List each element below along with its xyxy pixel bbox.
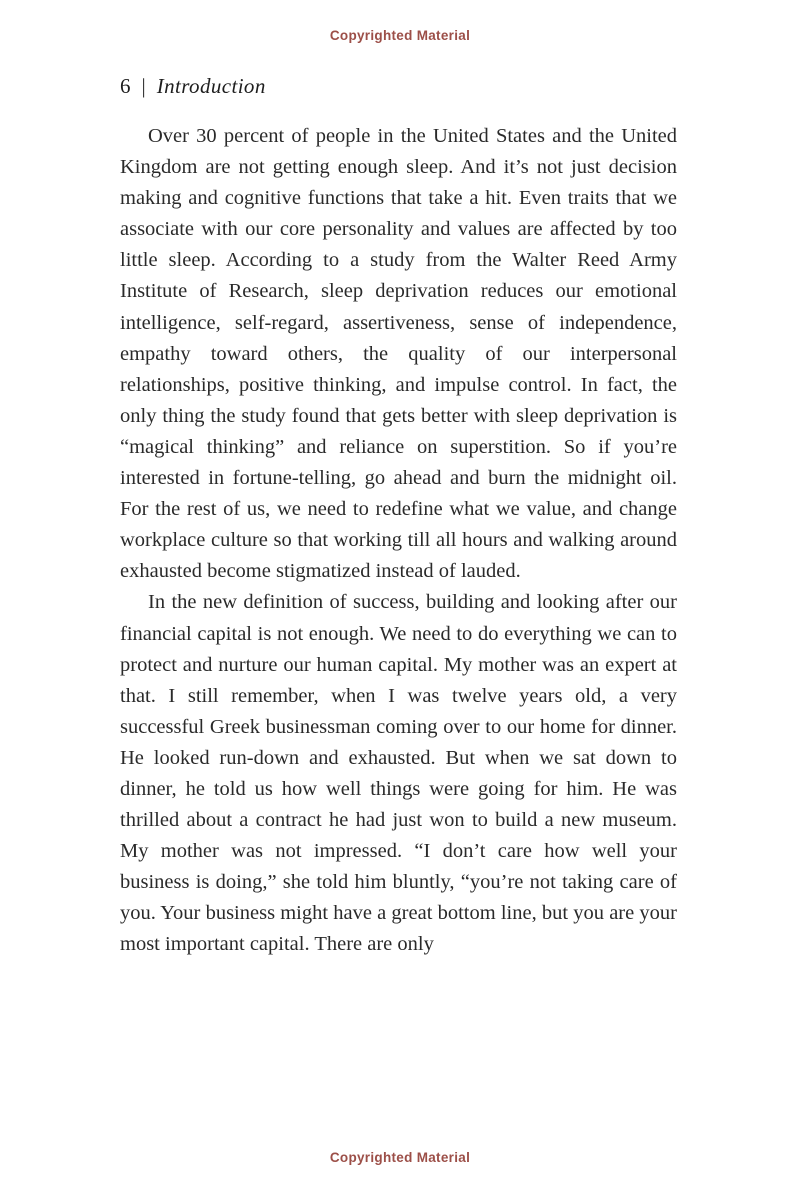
page-header: [120, 74, 266, 99]
header-separator: |: [141, 74, 146, 98]
copyright-notice-top: Copyrighted Material: [329, 28, 471, 43]
chapter-title: Introduction: [156, 74, 266, 98]
page-number: 6: [120, 74, 131, 98]
paragraph: In the new definition of success, building and looking after our financial capital is not enough. We need to do everything we can to protect and nurture our human capital. My mother was an expert at that. I still remember, when I was twelve years old, a very successful Greek businessman coming over to our home for dinner. He looked run-down and exhausted. But when we sat down to dinner, he told us how well things were going for him. He was thrilled about a contract he had just won to build a new museum. My mother was not impressed. “I don’t care how well your business is doing,” she told him bluntly, “you’re not taking care of you. Your business might have a great bottom line, but you are your most important capital. There are only: [120, 591, 677, 956]
copyright-notice-bottom: Copyrighted Material: [329, 1150, 471, 1165]
body-text: [120, 121, 677, 961]
paragraph: Over 30 percent of people in the United States and the United Kingdom are not getting enough sleep. And it’s not just decision making and cognitive functions that take a hit. Even traits that we associate with our core personality and values are affected by too little sleep. According to a study from the Walter Reed Army Institute of Research, sleep deprivation reduces our emotional intelligence, self-regard, assertiveness, sense of independence, empathy toward others, the quality of our interpersonal relationships, positive thinking, and impulse control. In fact, the only thing the study found that gets better with sleep deprivation is “magical thinking” and reliance on superstition. So if you’re interested in fortune-telling, go ahead and burn the midnight oil. For the rest of us, we need to redefine what we value, and change workplace culture so that working till all hours and walking around exhausted become stigmatized instead of lauded.: [120, 125, 677, 583]
